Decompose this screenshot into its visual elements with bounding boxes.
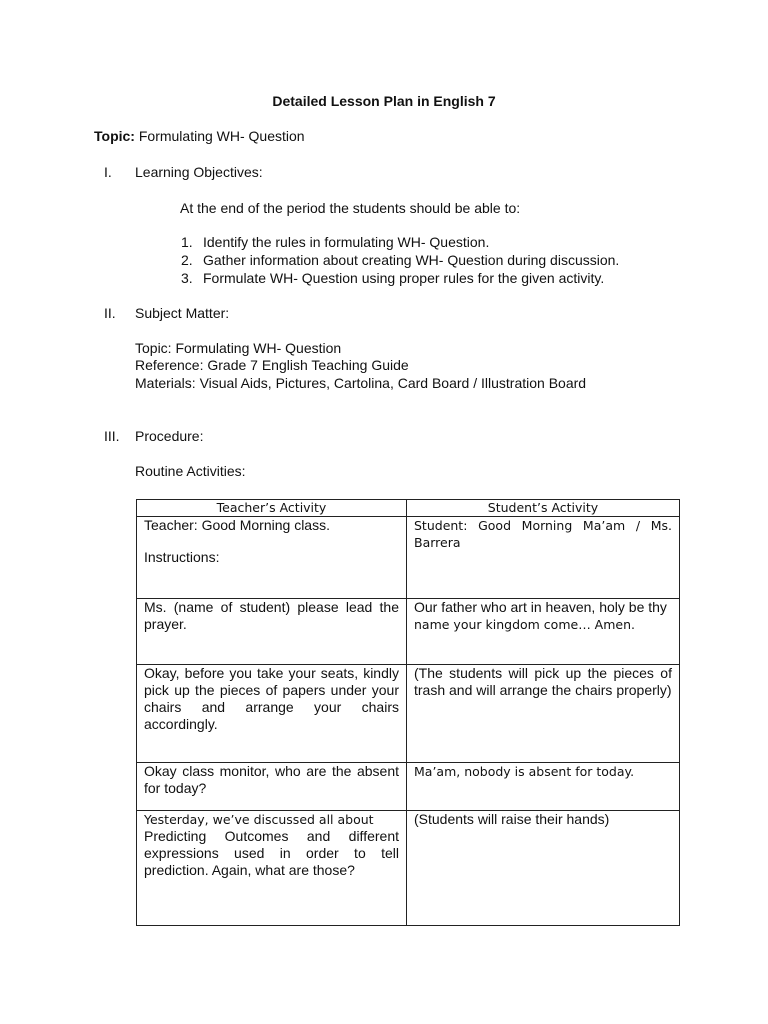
table-row	[137, 665, 680, 763]
topic-label: Topic:	[94, 128, 135, 144]
subject-materials: Materials: Visual Aids, Pictures, Cartolina, Card Board / Illustration Board	[135, 375, 587, 391]
student-cell	[407, 665, 680, 763]
objective-text: Identify the rules in formulating WH- Question.	[203, 234, 490, 250]
objective-item	[181, 270, 604, 287]
section-numeral-procedure: III.	[104, 428, 120, 444]
objective-item	[181, 252, 619, 269]
table-row	[137, 763, 680, 811]
student-cell	[407, 517, 680, 599]
section-label-objectives: Learning Objectives:	[135, 164, 263, 180]
table-row	[137, 517, 680, 599]
objective-text: Gather information about creating WH- Question during discussion.	[203, 252, 620, 268]
topic-value: Formulating WH- Question	[138, 128, 305, 144]
student-cell	[407, 599, 680, 665]
teacher-text: Yesterday, we’ve discussed all about	[144, 812, 374, 827]
objective-number: 3.	[181, 270, 193, 286]
teacher-text: Ms. (name of student) please lead the prayer.	[144, 599, 399, 632]
objective-item	[181, 234, 489, 251]
teacher-cell	[137, 517, 407, 599]
table-row	[137, 811, 680, 926]
table-row	[137, 599, 680, 665]
subject-topic: Topic: Formulating WH- Question	[135, 340, 342, 356]
student-cell	[407, 811, 680, 926]
student-text: Our father who art in heaven, holy be thy	[414, 599, 667, 615]
document-title: Detailed Lesson Plan in English 7	[272, 93, 496, 109]
student-text: (Students will raise their hands)	[414, 811, 610, 827]
teacher-text: Okay, before you take your seats, kindly pick up the pieces of papers under your chairs and arrange your chairs accordingly.	[144, 665, 399, 732]
objective-number: 1.	[181, 234, 193, 250]
section-numeral-objectives: I.	[104, 164, 112, 180]
objective-text: Formulate WH- Question using proper rules for the given activity.	[203, 270, 605, 286]
topic-line	[94, 128, 305, 145]
teacher-cell	[137, 763, 407, 811]
teacher-cell	[137, 665, 407, 763]
routine-activities-table	[136, 499, 680, 926]
section-label-procedure: Procedure:	[135, 428, 204, 444]
student-text: Student: Good Morning Ma’am / Ms. Barrera	[414, 518, 672, 550]
teacher-text: Okay class monitor, who are the absent for today?	[144, 763, 399, 796]
teacher-text: Predicting Outcomes and different expressions used in order to tell prediction. Again, what are those?	[144, 828, 399, 878]
routine-activities-label: Routine Activities:	[135, 463, 246, 479]
section-label-subject-matter: Subject Matter:	[135, 305, 230, 321]
header-student-activity: Student’s Activity	[407, 500, 680, 517]
student-text: Ma’am, nobody is absent for today.	[414, 764, 635, 779]
teacher-text: Teacher: Good Morning class.	[144, 517, 330, 533]
objective-number: 2.	[181, 252, 193, 268]
table-header-row	[137, 500, 680, 517]
header-teacher-activity: Teacher’s Activity	[137, 500, 407, 517]
objectives-intro: At the end of the period the students should be able to:	[180, 200, 521, 216]
student-text: (The students will pick up the pieces of trash and will arrange the chairs properly)	[414, 665, 672, 698]
teacher-cell	[137, 599, 407, 665]
subject-reference: Reference: Grade 7 English Teaching Guide	[135, 357, 409, 373]
teacher-cell	[137, 811, 407, 926]
student-text: name your kingdom come… Amen.	[414, 617, 635, 632]
section-numeral-subject-matter: II.	[104, 305, 116, 321]
instructions-label: Instructions:	[144, 549, 220, 565]
student-cell	[407, 763, 680, 811]
